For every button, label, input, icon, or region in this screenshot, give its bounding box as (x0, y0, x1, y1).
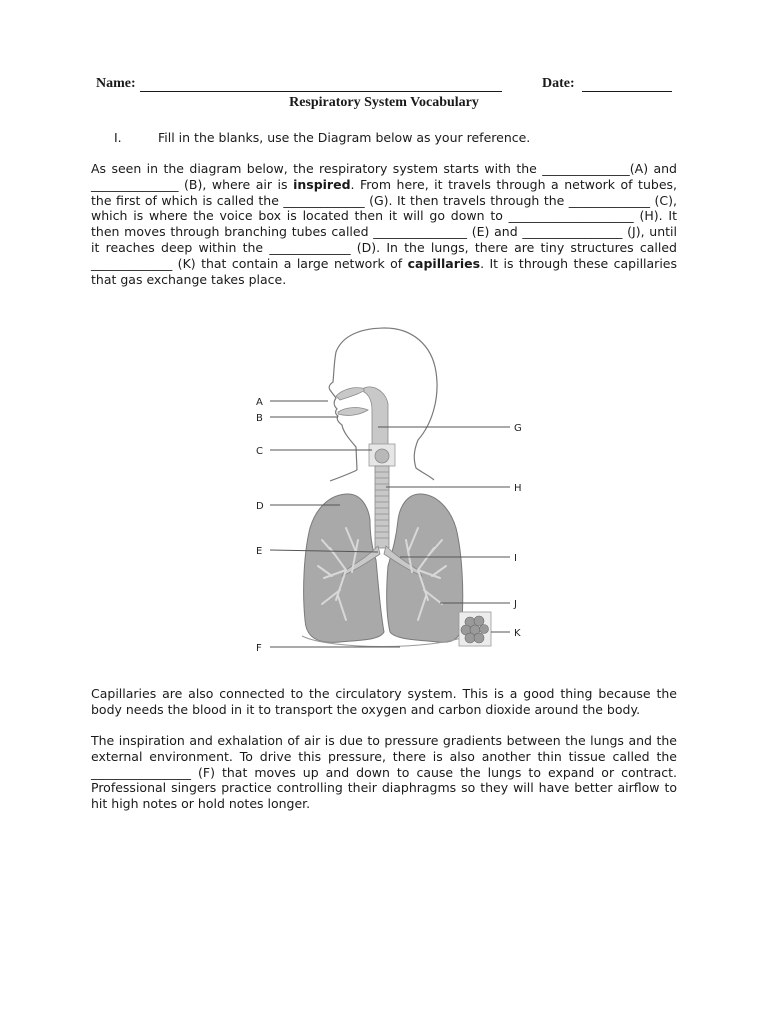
larynx (375, 449, 389, 463)
label-h: H (514, 483, 522, 494)
label-f: F (256, 643, 262, 654)
respiratory-system-diagram (250, 322, 540, 662)
oral-cavity (338, 408, 368, 416)
name-blank[interactable] (140, 91, 502, 92)
diaphragm-paragraph: The inspiration and exhalation of air is due to pressure gradients between the lungs and the external environment. To drive this pressure, there is also another thin tissue called the ________________ (F) that moves up and down to cause the lungs to expand or contract. Professional singers practice controlling their diaphragms so they will have better airflow to hit high notes or hold notes longer. (91, 733, 677, 812)
label-b: B (256, 413, 263, 424)
label-g: G (514, 423, 522, 434)
right-lung (387, 494, 463, 642)
pharynx (364, 387, 388, 445)
paragraph-text: . From here, it travels through a network of tubes, the first of which is called the _____________ (G). It then travels through the _____________ (C), which is where the voice box is located then it will go down to ____________________ (H). It then moves through branching tubes called _______________ (E) and ________________ (J), until it reaches deep within the _____________ (D). In the lungs, there are tiny structures called _____________ (K) that contain a large network of (91, 176, 677, 271)
capillaries-paragraph: Capillaries are also connected to the circulatory system. This is a good thing because the body needs the blood in it to transport the oxygen and carbon dioxide around the body. (91, 686, 677, 717)
instruction (114, 130, 530, 145)
paragraph-text: . It is through these capillaries that gas exchange takes place. (91, 255, 677, 287)
label-e: E (256, 546, 263, 557)
neck-outline (330, 470, 357, 481)
label-k: K (514, 628, 521, 639)
date-label: Date: (542, 76, 575, 91)
worksheet-header (96, 74, 676, 96)
label-a: A (256, 397, 263, 408)
term-inspired: inspired (293, 176, 351, 192)
label-c: C (256, 446, 263, 457)
paragraph-text: As seen in the diagram below, the respiratory system starts with the ______________(A) and ______________ (B), where air is (91, 161, 677, 192)
label-d: D (256, 501, 264, 512)
nasal-cavity (336, 388, 366, 400)
label-j: J (514, 599, 517, 610)
worksheet-title: Respiratory System Vocabulary (289, 95, 479, 110)
date-blank[interactable] (582, 91, 672, 92)
instruction-text: Fill in the blanks, use the Diagram below as your reference. (158, 130, 531, 145)
label-i: I (514, 553, 517, 564)
instruction-number: I. (114, 130, 122, 145)
name-label: Name: (96, 76, 136, 91)
fill-in-paragraph (91, 161, 677, 287)
term-capillaries: capillaries (407, 255, 481, 271)
